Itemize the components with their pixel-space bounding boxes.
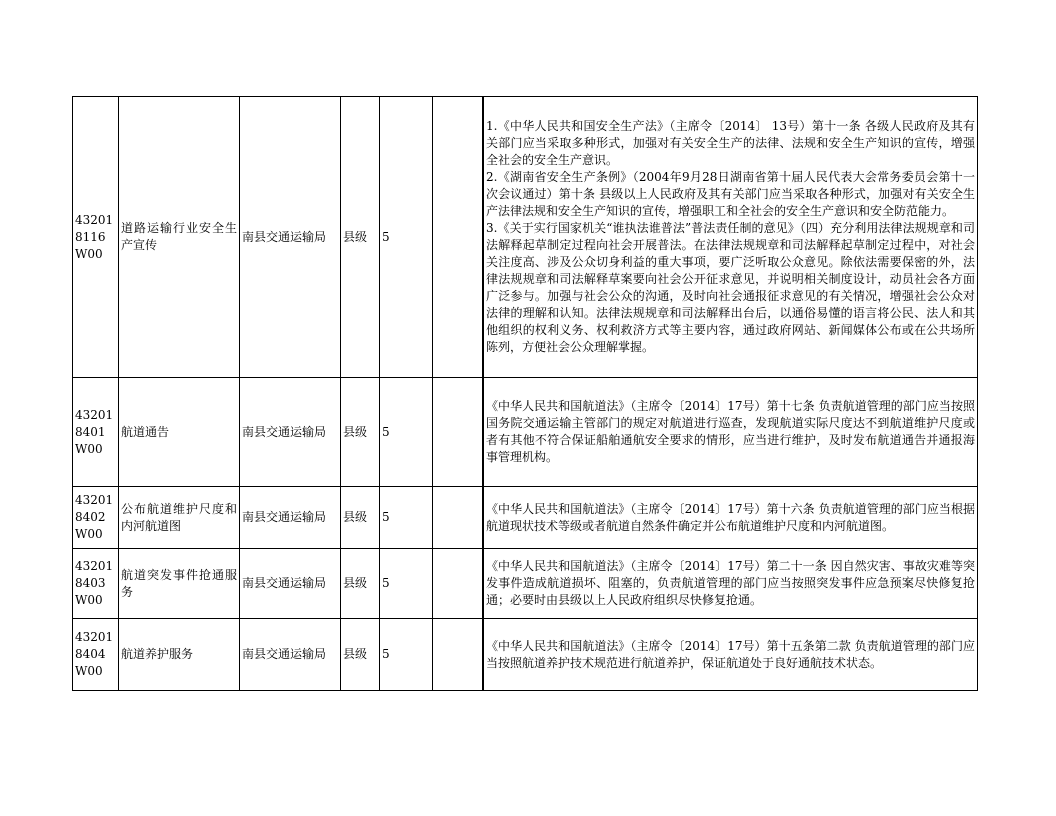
item-number: 5 bbox=[380, 487, 433, 549]
legal-basis-paragraph: 《中华人民共和国航道法》（主席令〔2014〕17号）第十七条 负责航道管理的部门应当按照国务院交通运输主管部门的规定对航道进行巡查，发现航道实际尺度达不到航道维护尺度或者有其他不符合保证船舶通航安全要求的情形，应当进行维护，及时发布航道通告并通报海事管理机构。 bbox=[486, 399, 975, 464]
item-number: 5 bbox=[380, 97, 433, 378]
item-department: 南县交通运输局 bbox=[240, 487, 341, 549]
item-level: 县级 bbox=[341, 549, 380, 619]
item-name: 航道通告 bbox=[119, 378, 240, 487]
legal-basis-paragraph: 1.《中华人民共和国安全生产法》（主席令〔2014〕 13号）第十一条 各级人民政府及其有关部门应当采取多种形式，加强对有关安全生产的法律、法规和安全生产知识的宣传，增强全社会的安全生产意识。 bbox=[486, 119, 975, 167]
item-code: 432018402W00 bbox=[73, 487, 119, 549]
legal-basis-paragraph: 2.《湖南省安全生产条例》（2004年9月28日湖南省第十届人民代表大会常务委员会第十一次会议通过）第十条 县级以上人民政府及其有关部门应当采取各种形式，加强对有关安全生产法律法规和安全生产知识的宣传，增强职工和全社会的安全生产意识和安全防范能力。 bbox=[486, 170, 975, 218]
legal-basis-paragraph: 3.《关于实行国家机关“谁执法谁普法”普法责任制的意见》（四）充分利用法律法规规章和司法解释起草制定过程向社会开展普法。在法律法规规章和司法解释起草制定过程中，对社会关注度高、涉及公众切身利益的重大事项，要广泛听取公众意见。除依法需要保密的外，法律法规规章和司法解释草案要向社会公开征求意见，并说明相关制度设计，动员社会各方面广泛参与。加强与社会公众的沟通，及时向社会通报征求意见的有关情况，增强社会公众对法律的理解和认知。法律法规规章和司法解释出台后，以通俗易懂的语言将公民、法人和其他组织的权利义务、权利救济方式等主要内容，通过政府网站、新闻媒体公布或在公共场所陈列，方便社会公众理解掌握。 bbox=[486, 221, 975, 354]
blank-cell bbox=[433, 97, 484, 378]
item-level: 县级 bbox=[341, 619, 380, 691]
service-list-table bbox=[72, 96, 978, 691]
item-legal-basis bbox=[483, 487, 978, 549]
legal-basis-paragraph: 《中华人民共和国航道法》（主席令〔2014〕17号）第二十一条 因自然灾害、事故灾难等突发事件造成航道损坏、阻塞的，负责航道管理的部门应当按照突发事件应急预案尽快修复抢通；必要时由县级以上人民政府组织尽快修复抢通。 bbox=[486, 559, 975, 607]
table-row bbox=[73, 619, 978, 691]
item-department: 南县交通运输局 bbox=[240, 619, 341, 691]
item-name: 道路运输行业安全生产宣传 bbox=[119, 97, 240, 378]
item-number: 5 bbox=[380, 549, 433, 619]
table-row bbox=[73, 549, 978, 619]
item-number: 5 bbox=[380, 619, 433, 691]
item-code: 432018404W00 bbox=[73, 619, 119, 691]
item-level: 县级 bbox=[341, 487, 380, 549]
item-code: 432018403W00 bbox=[73, 549, 119, 619]
legal-basis-paragraph: 《中华人民共和国航道法》（主席令〔2014〕17号）第十六条 负责航道管理的部门应当根据航道现状技术等级或者航道自然条件确定并公布航道维护尺度和内河航道图。 bbox=[486, 501, 975, 533]
item-level: 县级 bbox=[341, 97, 380, 378]
item-name: 航道养护服务 bbox=[119, 619, 240, 691]
blank-cell bbox=[433, 378, 484, 487]
item-legal-basis bbox=[483, 549, 978, 619]
item-name: 航道突发事件抢通服务 bbox=[119, 549, 240, 619]
item-legal-basis bbox=[483, 97, 978, 378]
table-row bbox=[73, 378, 978, 487]
item-department: 南县交通运输局 bbox=[240, 97, 341, 378]
blank-cell bbox=[433, 619, 484, 691]
item-legal-basis bbox=[483, 619, 978, 691]
legal-basis-paragraph: 《中华人民共和国航道法》（主席令〔2014〕17号）第十五条第二款 负责航道管理的部门应当按照航道养护技术规范进行航道养护，保证航道处于良好通航技术状态。 bbox=[486, 638, 975, 670]
item-code: 432018116W00 bbox=[73, 97, 119, 378]
blank-cell bbox=[433, 549, 484, 619]
item-legal-basis bbox=[483, 378, 978, 487]
table-row bbox=[73, 97, 978, 378]
item-department: 南县交通运输局 bbox=[240, 378, 341, 487]
item-department: 南县交通运输局 bbox=[240, 549, 341, 619]
item-name: 公布航道维护尺度和内河航道图 bbox=[119, 487, 240, 549]
table-row bbox=[73, 487, 978, 549]
blank-cell bbox=[433, 487, 484, 549]
item-number: 5 bbox=[380, 378, 433, 487]
item-level: 县级 bbox=[341, 378, 380, 487]
item-code: 432018401W00 bbox=[73, 378, 119, 487]
